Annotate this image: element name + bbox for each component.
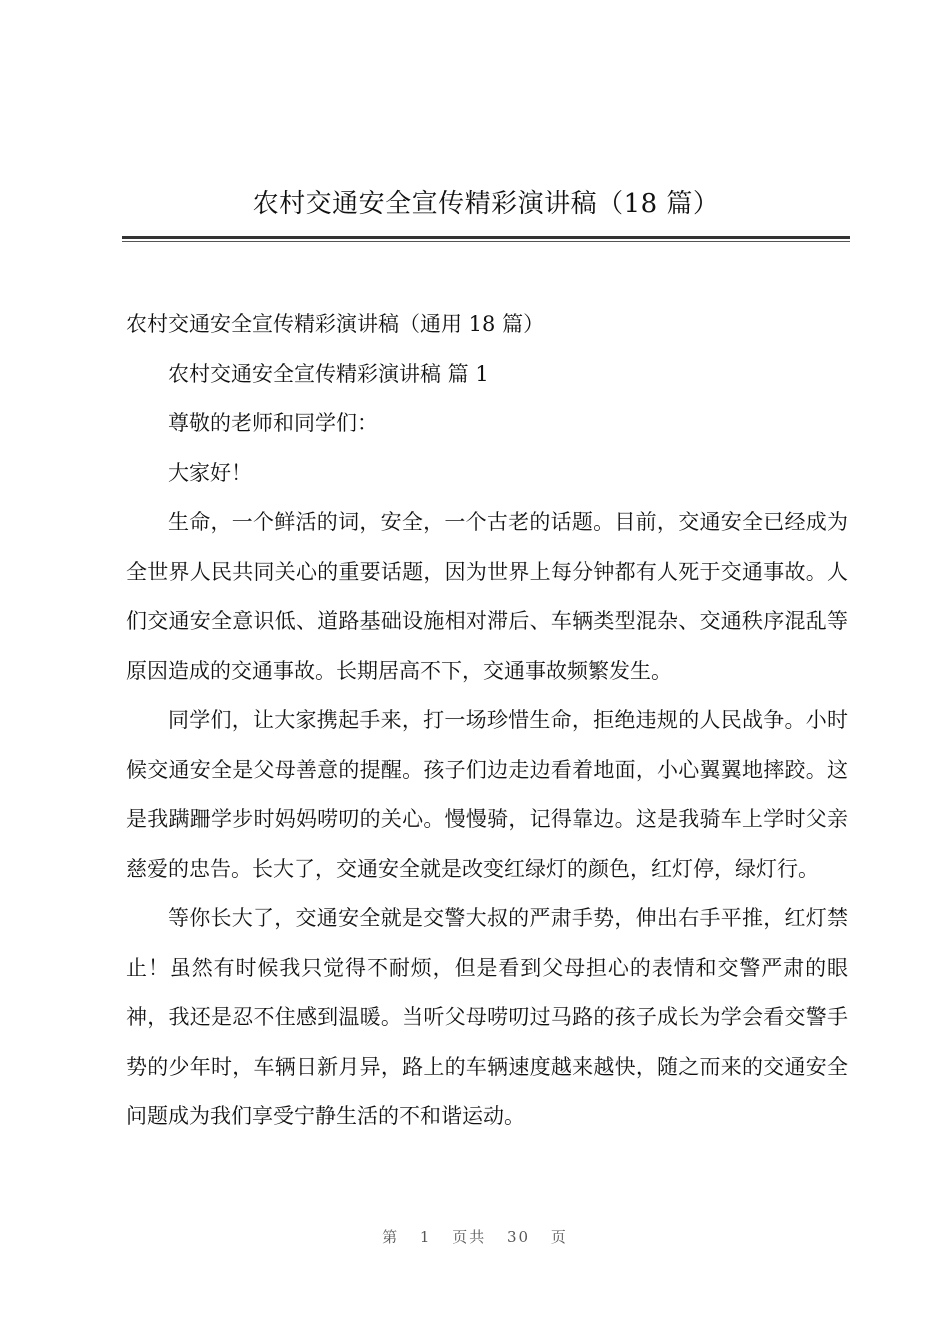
paragraph-subtitle: 农村交通安全宣传精彩演讲稿（通用 18 篇） (126, 312, 545, 336)
document-body (126, 300, 848, 1142)
title-rule-thin (122, 241, 850, 242)
title-rule-thick (122, 236, 850, 239)
footer-middle: 页共 (452, 1228, 487, 1246)
document-title: 农村交通安全宣传精彩演讲稿（18 篇） (252, 189, 720, 219)
page-footer (0, 1226, 950, 1247)
paragraph-body: 同学们，让大家携起手来，打一场珍惜生命，拒绝违规的人民战争。小时候交通安全是父母善意的提醒。孩子们边走边看着地面，小心翼翼地摔跤。这是我蹒跚学步时妈妈唠叨的关心。慢慢骑，记得靠边。这是我骑车上学时父亲慈爱的忠告。长大了，交通安全就是改变红绿灯的颜色，红灯停，绿灯行。 (126, 708, 848, 881)
paragraph-section-heading: 农村交通安全宣传精彩演讲稿 篇 1 (168, 361, 489, 386)
footer-total-pages: 30 (507, 1228, 531, 1246)
paragraph-body: 等你长大了，交通安全就是交警大叔的严肃手势，伸出右手平推，红灯禁止！虽然有时候我只觉得不耐烦，但是看到父母担心的表情和交警严肃的眼神，我还是忍不住感到温暖。当听父母唠叨过马路的孩子成长为学会看交警手势的少年时，车辆日新月异，路上的车辆速度越来越快，随之而来的交通安全问题成为我们享受宁静生活的不和谐运动。 (126, 906, 848, 1128)
paragraph-salutation: 尊敬的老师和同学们： (168, 411, 378, 435)
footer-suffix: 页 (550, 1228, 568, 1246)
paragraph-body: 生命，一个鲜活的词，安全，一个古老的话题。目前，交通安全已经成为全世界人民共同关心的重要话题，因为世界上每分钟都有人死于交通事故。人们交通安全意识低、道路基础设施相对滞后、车辆类型混杂、交通秩序混乱等原因造成的交通事故。长期居高不下，交通事故频繁发生。 (126, 510, 848, 683)
footer-page-number: 1 (419, 1228, 432, 1246)
footer-prefix: 第 (382, 1228, 400, 1246)
paragraph-greeting: 大家好！ (168, 460, 252, 485)
